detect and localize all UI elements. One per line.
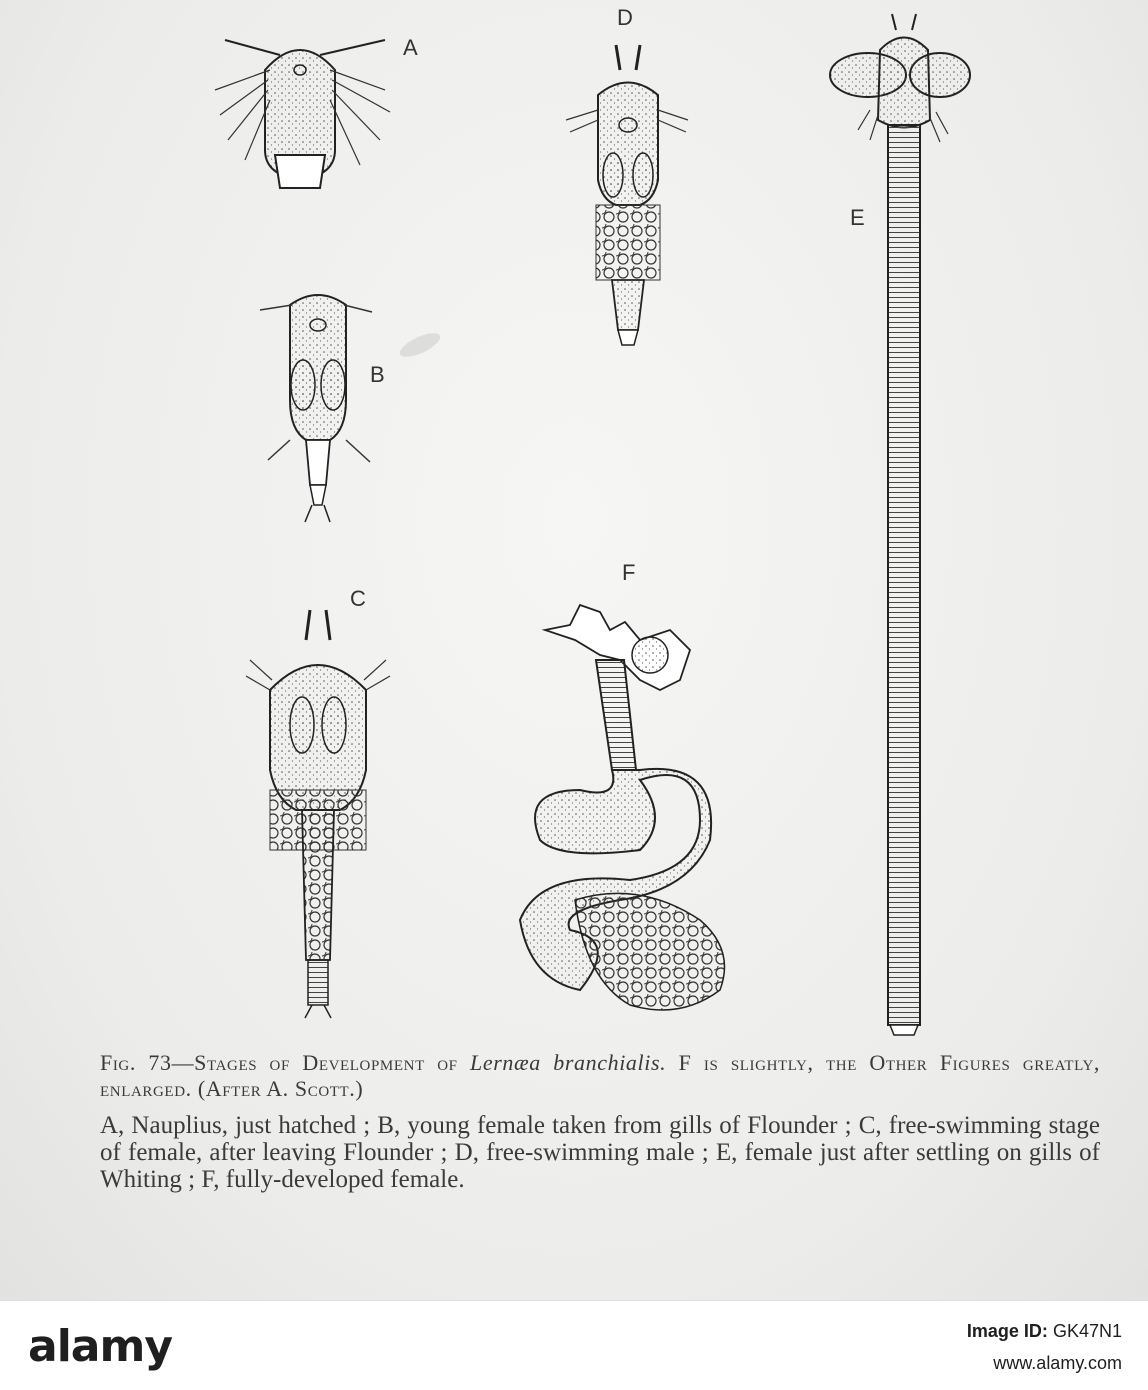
- figure-f-developed-female: [520, 560, 725, 1010]
- figure-label-e: E: [850, 205, 865, 230]
- figure-e-settled-female: [830, 14, 970, 1035]
- caption-body: A, Nauplius, just hatched ; B, young female taken from gills of Flounder ; C, free-swimming stage of female, after leaving Flounder ; D, free-swimming male ; E, female just after settling on gills of Whiting ; F, fully-developed female.: [100, 1112, 1100, 1193]
- image-id-label: Image ID:: [966, 1321, 1048, 1341]
- caption-prefix: Fig. 73—Stages of Development of: [100, 1050, 471, 1075]
- figure-label-b: B: [370, 362, 385, 387]
- caption-suffix: F is slightly, the Other Figures greatly, enlarged. (After A. Scott.): [100, 1050, 1100, 1101]
- figure-c-free-swimming-female: [246, 586, 390, 1018]
- alamy-logo: alamy: [28, 1321, 172, 1372]
- figure-a-nauplius: [215, 35, 418, 188]
- figure-b-young-female: [260, 295, 385, 522]
- figure-label-a: A: [403, 35, 418, 60]
- image-id: [967, 1321, 1122, 1342]
- figure-label-c: C: [350, 586, 366, 611]
- stock-footer: [0, 1300, 1148, 1390]
- figure-d-free-swimming-male: [566, 5, 688, 345]
- site-url: www.alamy.com: [993, 1353, 1122, 1373]
- figure-label-d: D: [617, 5, 633, 30]
- smudge-mark: [397, 328, 444, 361]
- figure-caption: [100, 1050, 1100, 1193]
- caption-title: [100, 1050, 1100, 1102]
- image-id-value: GK47N1: [1052, 1321, 1122, 1341]
- caption-species: Lernæa branchialis.: [470, 1050, 667, 1075]
- figure-label-f: F: [622, 560, 636, 585]
